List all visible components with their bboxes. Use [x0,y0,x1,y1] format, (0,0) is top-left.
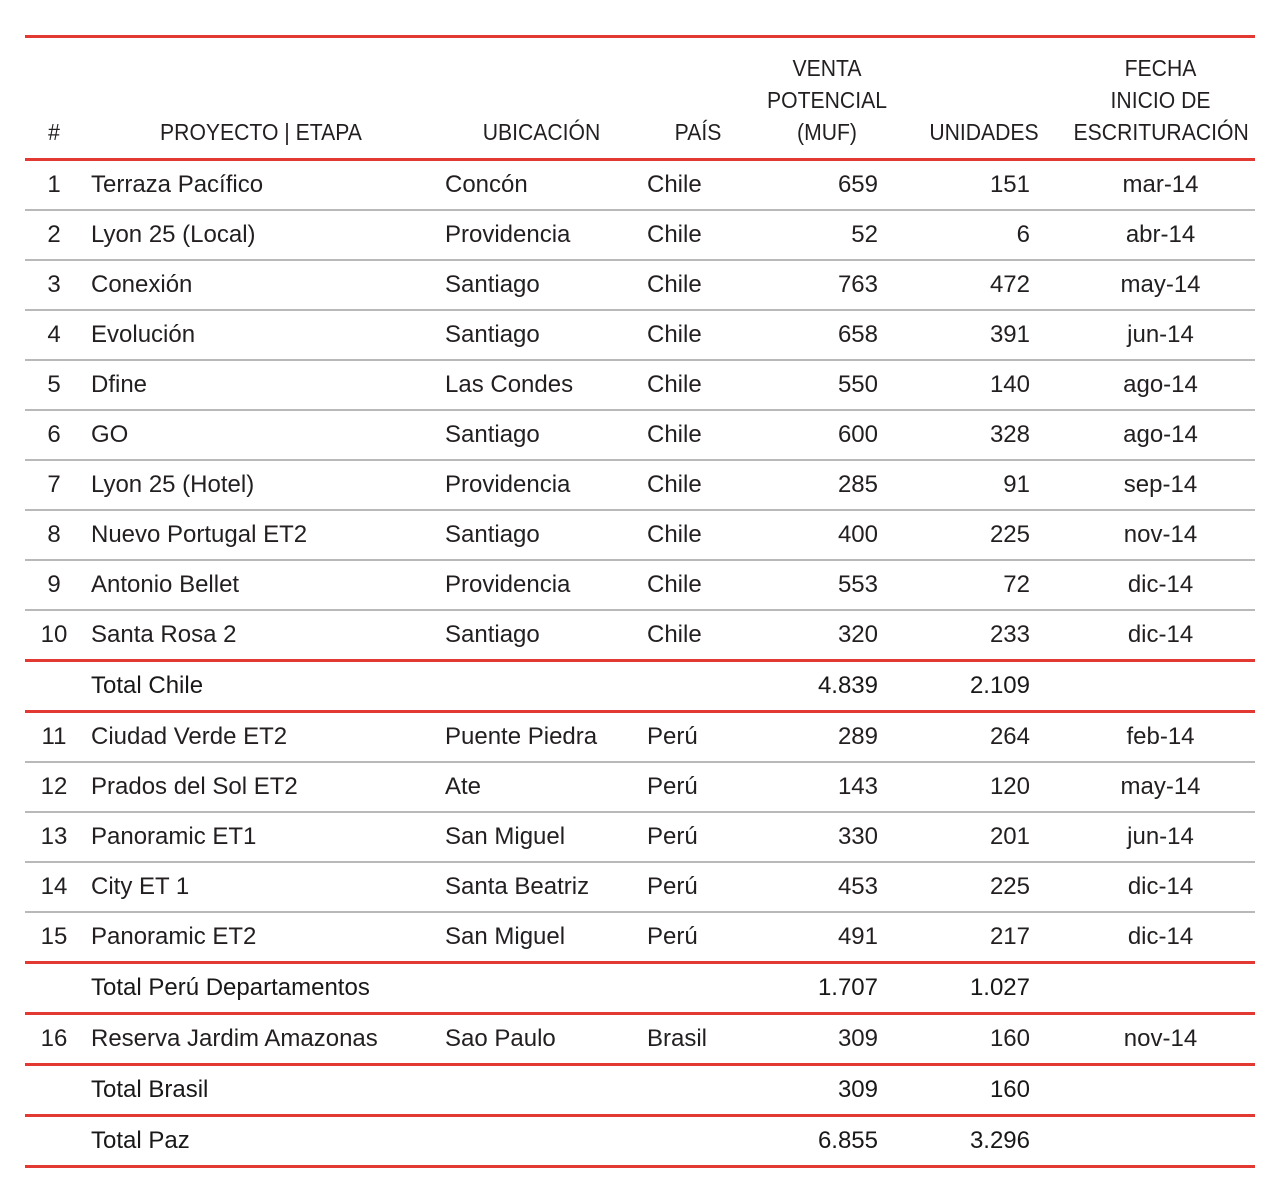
table-row [25,410,1255,460]
table-header [25,37,1255,160]
cell-proyecto: Panoramic ET2 [91,923,257,950]
cell-venta: 309 [837,1025,878,1052]
cell-pais: Chile [647,471,702,498]
cell-venta: 763 [837,271,878,298]
cell-pais [644,963,752,1014]
cell-number: 15 [40,923,68,950]
cell-proyecto: Total Paz [91,1127,190,1154]
cell-ubicacion [439,661,644,712]
cell-proyecto: Total Brasil [91,1076,209,1103]
header-fecha [1074,37,1248,160]
cell-unidades: 225 [989,873,1030,900]
cell-ubicacion: Santiago [445,321,540,348]
cell-proyecto: Terraza Pacífico [91,171,264,198]
cell-unidades: 225 [989,521,1030,548]
cell-venta: 600 [837,421,878,448]
cell-pais: Chile [647,421,702,448]
projects-table [25,35,1255,1168]
cell-proyecto: Antonio Bellet [91,571,240,598]
cell-ubicacion: Santa Beatriz [445,873,590,900]
cell-venta: 491 [837,923,878,950]
cell-number: 12 [40,773,68,800]
cell-number: 13 [40,823,68,850]
cell-unidades: 6 [1016,221,1030,248]
header-fecha-line-1: FECHA [1124,55,1197,81]
cell-unidades: 3.296 [969,1127,1030,1154]
table-row [25,160,1255,211]
table-body [25,160,1255,1167]
cell-fecha [1066,1065,1255,1116]
cell-fecha: dic-14 [1127,621,1194,648]
cell-unidades: 2.109 [969,672,1030,699]
cell-proyecto: Santa Rosa 2 [91,621,237,648]
cell-proyecto: Prados del Sol ET2 [91,773,298,800]
cell-number [25,1116,83,1167]
cell-unidades: 72 [1003,571,1030,598]
cell-pais: Chile [647,571,702,598]
cell-pais: Perú [647,873,698,900]
cell-number: 14 [40,873,68,900]
cell-ubicacion: Providencia [445,471,571,498]
cell-ubicacion [439,1116,644,1167]
cell-proyecto: City ET 1 [91,873,190,900]
cell-pais: Chile [647,171,702,198]
table-row [25,210,1255,260]
cell-fecha: jun-14 [1127,823,1194,850]
cell-unidades: 217 [989,923,1030,950]
cell-fecha: ago-14 [1123,421,1198,448]
cell-fecha [1066,1116,1255,1167]
cell-venta: 659 [837,171,878,198]
cell-unidades: 391 [989,321,1030,348]
table-row [25,762,1255,812]
cell-unidades: 160 [989,1076,1030,1103]
cell-venta: 658 [837,321,878,348]
cell-venta: 4.839 [817,672,878,699]
cell-venta: 289 [837,723,878,750]
cell-ubicacion: San Miguel [445,823,566,850]
table-row [25,712,1255,763]
cell-venta: 550 [837,371,878,398]
cell-ubicacion: Puente Piedra [445,723,598,750]
cell-unidades: 328 [989,421,1030,448]
header-unidades: UNIDADES [929,119,1039,145]
total-row [25,1116,1255,1167]
cell-unidades: 160 [989,1025,1030,1052]
cell-number [25,963,83,1014]
cell-proyecto: Nuevo Portugal ET2 [91,521,308,548]
cell-proyecto: Dfine [91,371,148,398]
cell-fecha: sep-14 [1123,471,1198,498]
header-venta-line-1: VENTA [792,55,862,81]
table-row [25,862,1255,912]
header-number: # [48,119,60,145]
cell-venta: 330 [837,823,878,850]
cell-venta: 309 [837,1076,878,1103]
cell-pais: Chile [647,521,702,548]
header-row [25,37,1255,160]
cell-venta: 553 [837,571,878,598]
header-ubicacion: UBICACIÓN [482,119,601,145]
cell-number [25,1065,83,1116]
table-row [25,560,1255,610]
cell-ubicacion: Santiago [445,271,540,298]
cell-unidades: 472 [989,271,1030,298]
cell-venta: 143 [837,773,878,800]
cell-unidades: 91 [1003,471,1030,498]
cell-ubicacion: Santiago [445,421,540,448]
cell-ubicacion: Providencia [445,571,571,598]
cell-proyecto: Lyon 25 (Local) [91,221,256,248]
cell-unidades: 1.027 [969,974,1030,1001]
cell-fecha: may-14 [1120,773,1201,800]
cell-proyecto: Lyon 25 (Hotel) [91,471,255,498]
cell-ubicacion [439,1065,644,1116]
header-fecha-line-3: ESCRITURACIÓN [1073,119,1249,145]
table-row [25,610,1255,661]
header-venta-line-2: POTENCIAL [767,87,887,113]
cell-pais: Perú [647,723,698,750]
total-row [25,661,1255,712]
cell-venta: 285 [837,471,878,498]
cell-number: 10 [40,621,68,648]
cell-unidades: 120 [989,773,1030,800]
table-row [25,260,1255,310]
cell-venta: 6.855 [817,1127,878,1154]
cell-pais: Chile [647,371,702,398]
cell-number: 4 [47,321,61,348]
cell-number: 7 [47,471,61,498]
cell-ubicacion: Ate [445,773,482,800]
cell-number: 2 [47,221,61,248]
cell-unidades: 201 [989,823,1030,850]
cell-proyecto: Evolución [91,321,196,348]
cell-pais: Chile [647,321,702,348]
cell-fecha: may-14 [1120,271,1201,298]
cell-pais: Perú [647,773,698,800]
table-row [25,460,1255,510]
cell-proyecto: Conexión [91,271,193,298]
cell-fecha: mar-14 [1122,171,1199,198]
cell-unidades: 140 [989,371,1030,398]
cell-fecha: abr-14 [1125,221,1196,248]
cell-number: 9 [47,571,61,598]
cell-venta: 52 [851,221,878,248]
cell-venta: 400 [837,521,878,548]
projects-table-container [25,35,1255,1168]
cell-pais: Perú [647,823,698,850]
cell-ubicacion: Santiago [445,521,540,548]
cell-ubicacion [439,963,644,1014]
cell-pais: Perú [647,923,698,950]
cell-pais [644,661,752,712]
cell-unidades: 264 [989,723,1030,750]
table-row [25,360,1255,410]
cell-ubicacion: Concón [445,171,528,198]
cell-unidades: 233 [989,621,1030,648]
table-row [25,510,1255,560]
cell-fecha: nov-14 [1123,521,1198,548]
cell-proyecto: Total Perú Departamentos [91,974,370,1001]
cell-ubicacion: Las Condes [445,371,574,398]
header-proyecto: PROYECTO | ETAPA [160,119,362,145]
total-row [25,1065,1255,1116]
cell-venta: 320 [837,621,878,648]
cell-venta: 1.707 [817,974,878,1001]
cell-pais: Chile [647,221,702,248]
cell-number: 5 [47,371,61,398]
cell-ubicacion: San Miguel [445,923,566,950]
cell-venta: 453 [837,873,878,900]
table-row [25,1014,1255,1065]
cell-ubicacion: Providencia [445,221,571,248]
cell-fecha: dic-14 [1127,923,1194,950]
cell-pais: Brasil [647,1025,708,1052]
cell-number: 6 [47,421,61,448]
table-row [25,310,1255,360]
cell-fecha [1066,661,1255,712]
cell-fecha [1066,963,1255,1014]
cell-number: 11 [41,723,67,750]
table-row [25,912,1255,963]
cell-number [25,661,83,712]
cell-proyecto: Panoramic ET1 [91,823,257,850]
table-row [25,812,1255,862]
cell-fecha: feb-14 [1126,723,1195,750]
cell-fecha: dic-14 [1127,571,1194,598]
cell-fecha: ago-14 [1123,371,1198,398]
cell-pais: Chile [647,621,702,648]
cell-number: 3 [47,271,61,298]
header-venta-potencial [758,37,896,160]
cell-pais [644,1065,752,1116]
cell-proyecto: Total Chile [91,672,204,699]
cell-proyecto: Ciudad Verde ET2 [91,723,288,750]
cell-ubicacion: Santiago [445,621,540,648]
header-venta-line-3: (MUF) [797,119,857,145]
cell-number: 16 [40,1025,68,1052]
cell-ubicacion: Sao Paulo [445,1025,556,1052]
header-fecha-line-2: INICIO DE [1110,87,1211,113]
cell-proyecto: GO [91,421,129,448]
cell-fecha: jun-14 [1127,321,1194,348]
header-pais: PAÍS [674,119,722,145]
cell-pais [644,1116,752,1167]
cell-fecha: nov-14 [1123,1025,1198,1052]
cell-unidades: 151 [989,171,1030,198]
cell-fecha: dic-14 [1127,873,1194,900]
total-row [25,963,1255,1014]
cell-pais: Chile [647,271,702,298]
cell-number: 8 [47,521,61,548]
cell-number: 1 [47,171,61,198]
cell-proyecto: Reserva Jardim Amazonas [91,1025,378,1052]
